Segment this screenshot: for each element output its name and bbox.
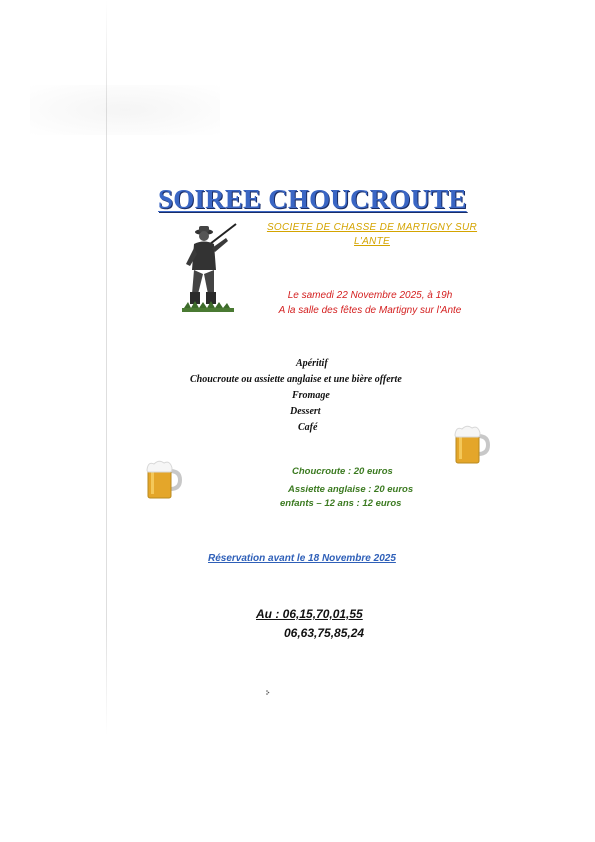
organizer-line-2: L'ANTE [354, 236, 390, 247]
event-info [255, 288, 485, 318]
event-place: A la salle des fêtes de Martigny sur l'Ante [278, 305, 462, 316]
beer-mug-icon [454, 423, 490, 465]
hunter-illustration [182, 222, 238, 314]
scan-edge [106, 0, 107, 735]
menu-item-dessert: Dessert [290, 406, 321, 417]
page-title: SOIREE CHOUCROUTE [158, 184, 467, 214]
price-assiette: Assiette anglaise : 20 euros [288, 484, 414, 495]
scan-speck [266, 690, 270, 695]
price-children: enfants – 12 ans : 12 euros [280, 498, 402, 509]
menu-item-aperitif: Apéritif [296, 358, 328, 369]
menu-item-coffee: Café [298, 422, 318, 433]
beer-mug-icon [146, 458, 182, 500]
organizer-name [262, 221, 482, 249]
organizer-line-1: SOCIETE DE CHASSE DE MARTIGNY SUR [266, 222, 478, 233]
menu-item-main: Choucroute ou assiette anglaise et une bière offerte [190, 374, 402, 385]
scan-smudge [30, 85, 220, 135]
event-date: Le samedi 22 Novembre 2025, à 19h [287, 290, 453, 301]
phone-line-2: 06,63,75,85,24 [284, 626, 365, 640]
menu-item-cheese: Fromage [292, 390, 330, 401]
reservation-deadline: Réservation avant le 18 Novembre 2025 [208, 553, 396, 564]
price-choucroute: Choucroute : 20 euros [292, 466, 393, 477]
phone-line-1: Au : 06,15,70,01,55 [256, 607, 363, 621]
